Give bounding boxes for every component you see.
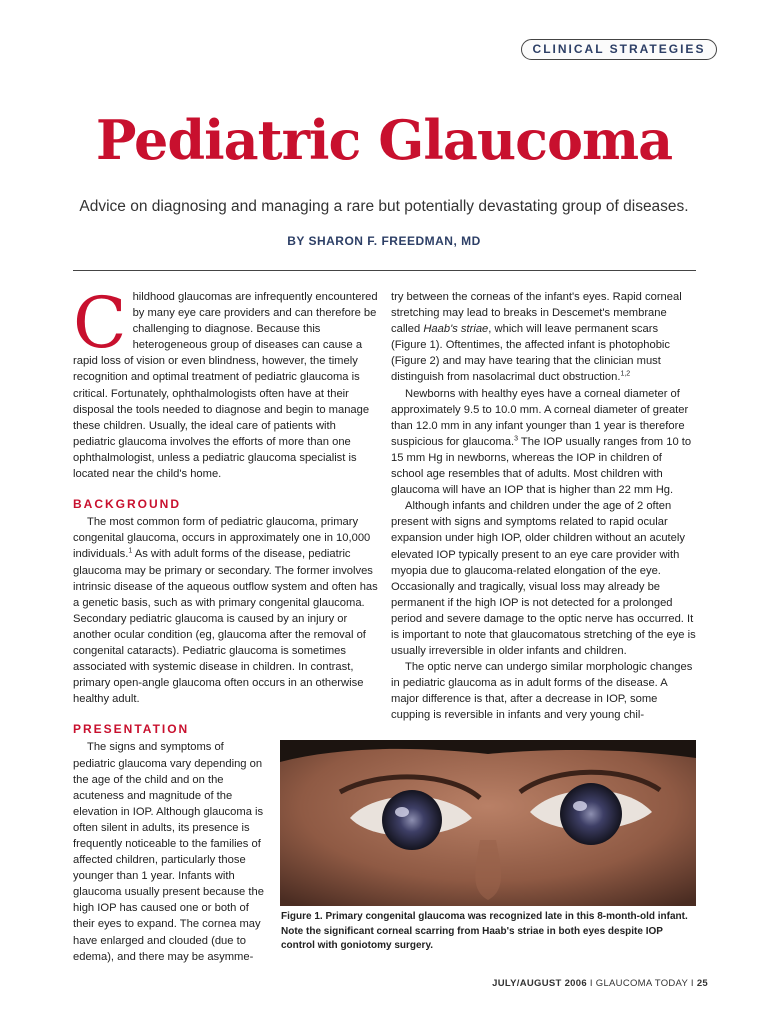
presentation-heading: PRESENTATION <box>73 722 190 737</box>
reference-marker: 1 <box>128 547 133 555</box>
drop-cap: C <box>73 282 127 364</box>
background-paragraph: The most common form of pediatric glaucoma, primary congenital glaucoma, occurs in approximately one in 10,000 individuals.$^1$ As with adult forms of the disease, pediatric glaucoma may be primary or secondary. The former involves intrinsic disease of the aqueous outflow system and often has a genetic basis, such as with primary congenital glaucoma. Secondary pediatric glaucoma is caused by an injury or another ocular condition (eg, glaucoma after the removal of congenital cataracts). Pediatric glaucoma is sometimes associated with systemic disease in children. In contrast, primary open-angle glaucoma often occurs in an otherwise healthy adult. <box>73 516 378 706</box>
presentation-paragraph: The signs and symptoms of pediatric glaucoma vary depending on the age of the child and on the acuteness and magnitude of the elevation in IOP. Although glaucoma is often silent in adults, its presence is frequently noticeable to the families of affected children, particularly those younger than 1 year. Infants with glaucoma usually present because the high IOP has caused one or both of their eyes to expand. The cornea may have enlarged and clouded (due to edema), and there may be asymme- <box>73 741 264 963</box>
figure-1-caption: Figure 1. Primary congenital glaucoma was recognized late in this 8-month-old infant. Note the significant corneal scarring from Haab's striae in both eyes despite IOP control with goniotomy surgery. <box>281 911 688 951</box>
footer-separator: I <box>589 978 593 989</box>
intro-text: hildhood glaucomas are infrequently encountered by many eye care providers and can therefore be challenging to diagnose. Because this heterogeneous group of diseases can cause a rapid loss of vision or even blindness, however, the timely recognition and optimal treatment of pediatric glaucoma is critical. Fortunately, ophthalmologists often have at their disposal the tools needed to diagnose and begin to manage these children. Usually, the ideal care of patients with pediatric glaucoma involves the efforts of more than one ophthalmologist, unless a pediatric glaucoma specialist is located near the child's home. <box>73 291 378 481</box>
background-heading: BACKGROUND <box>73 497 181 512</box>
col2-paragraph-2: Newborns with healthy eyes have a corneal diameter of approximately 9.5 to 10.0 mm. A corneal diameter of greater than 12.0 mm in any infant younger than 1 year is therefore suspicious for glaucoma.$^3$ The IOP usually ranges from 10 to 15 mm Hg in newborns, whereas the IOP in children of school age resembles that of adults. Most children with glaucoma will have an IOP that is higher than 22 mm Hg. <box>391 387 692 497</box>
page-number: 25 <box>696 978 708 989</box>
infant-eyes-photo-illustration <box>280 740 696 906</box>
col2-paragraph-3: Although infants and children under the age of 2 often present with signs and symptoms related to rapid ocular expansion under high IOP, older children without an acutely elevated IOP typically present to an eye care provider with myopia due to glaucoma-related elongation of the eye. Occasionally and tragically, visual loss may already be permanent if the high IOP is not detected for a prolonged period and severe damage to the optic nerve has occurred. It is important to note that glaucomatous stretching of the eye is usually irreversible in older infants and children. <box>391 500 696 658</box>
page-footer <box>492 978 708 989</box>
figure-1-photo <box>280 740 696 906</box>
reference-marker: 1,2 <box>620 370 631 378</box>
article-title: Pediatric Glaucoma <box>95 108 673 172</box>
italic-term: Haab's striae <box>423 323 489 336</box>
footer-separator: I <box>690 978 694 989</box>
header-divider <box>73 270 696 271</box>
section-badge: CLINICAL STRATEGIES <box>521 39 717 60</box>
article-subtitle: Advice on diagnosing and managing a rare but potentially devastating group of diseases. <box>79 198 689 215</box>
journal-name: GLAUCOMA TODAY <box>595 978 688 989</box>
intro-paragraph <box>73 282 378 482</box>
byline: BY SHARON F. FREEDMAN, MD <box>287 234 481 248</box>
column-right <box>391 289 696 724</box>
col2-paragraph-4: The optic nerve can undergo similar morphologic changes in pediatric glaucoma as in adult forms of the disease. A major difference is that, after a decrease in IOP, some cupping is reversible in infants and very young chil- <box>391 661 693 722</box>
reference-marker: 3 <box>514 435 519 443</box>
issue-date: JULY/AUGUST 2006 <box>492 978 587 989</box>
col2-paragraph-1: try between the corneas of the infant's eyes. Rapid corneal stretching may lead to breaks in Descemet's membrane called Haab's striae, which will leave permanent scars (Figure 1). Oftentimes, the affected infant is photophobic (Figure 2) and may have tearing that the clinician must distinguish from nasolacrimal duct obstruction.$^{1,2}$ <box>391 291 682 384</box>
